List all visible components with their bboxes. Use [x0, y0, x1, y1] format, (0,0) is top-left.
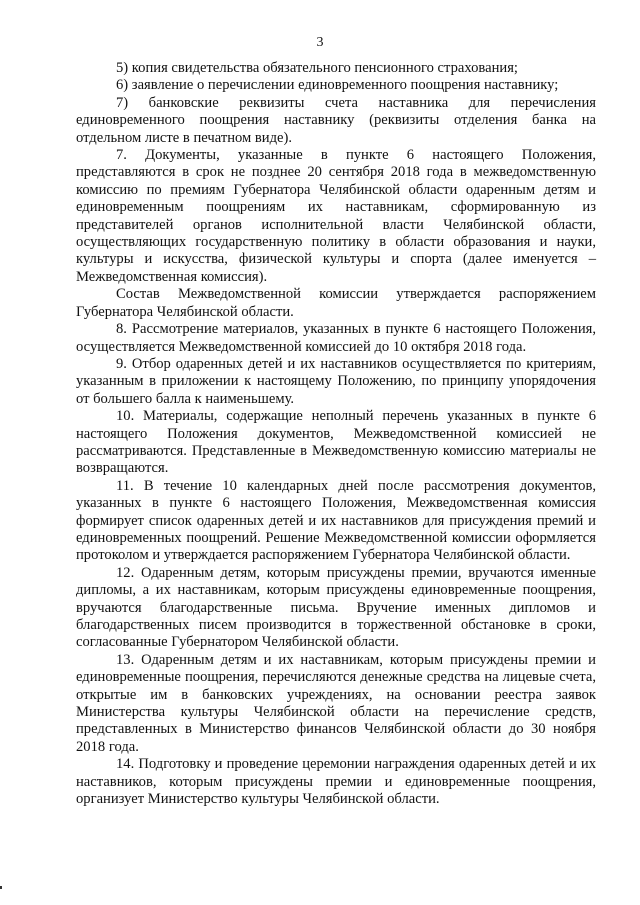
paragraph-clause-12: 12. Одаренным детям, которым присуждены премии, вручаются именные дипломы, а их наставникам, которым присуждены единовременные поощрения, вручаются благодарственные письма. Вручение именных дипломов и благодарственных писем производится в торжественной обстановке в сроки, согласованные Губернатором Челябинской области. — [76, 564, 596, 651]
paragraph-commission-composition: Состав Межведомственной комиссии утверждается распоряжением Губернатора Челябинской области. — [76, 286, 596, 320]
paragraph-item-7: 7) банковские реквизиты счета наставника для перечисления единовременного поощрения наставнику (реквизиты отделения банка на отдельном листе в печатном виде). — [76, 94, 596, 146]
paragraph-item-6: 6) заявление о перечислении единовременного поощрения наставнику; — [116, 77, 559, 94]
paragraph-clause-14: 14. Подготовку и проведение церемонии награждения одаренных детей и их наставников, которым присуждены премии и единовременные поощрения, организует Министерство культуры Челябинской области. — [76, 756, 596, 808]
page-number: 3 — [316, 35, 324, 50]
paragraph-clause-9: 9. Отбор одаренных детей и их наставников осуществляется по критериям, указанным в приложении к настоящему Положению, по принципу упорядочения от большего балла к наименьшему. — [76, 355, 596, 407]
paragraph-clause-7: 7. Документы, указанные в пункте 6 настоящего Положения, представляются в срок не позднее 20 сентября 2018 года в межведомственную комиссию по премиям Губернатора Челябинской области одаренным детям и единовременным поощрениям их наставникам, сформированную из представителей органов исполнительной власти Челябинской области, осуществляющих государственную политику в области образования и науки, культуры и искусства, физической культуры и спорта (далее именуется – Межведомственная комиссия). — [76, 147, 596, 285]
paragraph-clause-8: 8. Рассмотрение материалов, указанных в пункте 6 настоящего Положения, осуществляется Межведомственной комиссией до 10 октября 2018 года. — [76, 321, 596, 355]
scan-edge-mark — [0, 886, 2, 889]
document-body — [76, 60, 596, 808]
paragraph-item-5: 5) копия свидетельства обязательного пенсионного страхования; — [116, 60, 518, 76]
paragraph-clause-10: 10. Материалы, содержащие неполный перечень указанных в пункте 6 настоящего Положения документов, Межведомственной комиссией не рассматриваются. Представленные в Межведомственную комиссию материалы не возвращаются. — [76, 408, 596, 477]
paragraph-clause-11: 11. В течение 10 календарных дней после рассмотрения документов, указанных в пункте 6 настоящего Положения, Межведомственная комиссия формирует список одаренных детей и их наставников для присуждения премий и единовременных поощрений. Решение Межведомственной комиссии оформляется протоколом и утверждается распоряжением Губернатора Челябинской области. — [76, 477, 596, 564]
paragraph-clause-13: 13. Одаренным детям и их наставникам, которым присуждены премии и единовременные поощрения, перечисляются денежные средства на лицевые счета, открытые им в банковских учреждениях, на основании реестра заявок Министерства культуры Челябинской области на перечисление средств, представленных в Министерство финансов Челябинской области до 30 ноября 2018 года. — [76, 651, 596, 755]
